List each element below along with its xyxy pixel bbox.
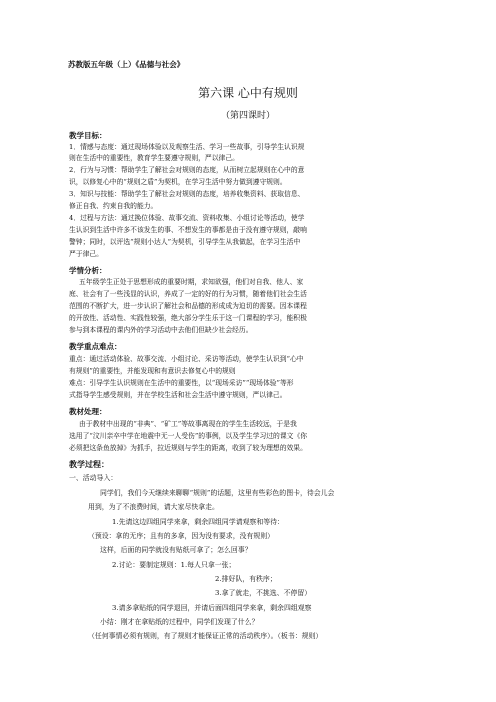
process-line: 2.排好队，有秩序；	[215, 575, 277, 583]
goals-line: 修正自我、约束自我的能力。	[69, 202, 158, 210]
goals-line: 生认识到生活中许多不该发生的事、不想发生的事都是由于没有遵守规则，敲响	[69, 226, 307, 234]
goals-line: 严于律己。	[69, 250, 103, 258]
process-line: 3.拿了就走，不挑选、不停留）	[215, 589, 312, 597]
goals-line: 2．行为与习惯：帮助学生了解社会对规则的态度，从而树立起规则在心中的意	[69, 166, 305, 174]
process-line: 同学们，我们今天继续来聊聊“规则”的话题，这里有些彩色的图卡，待会儿会	[100, 489, 335, 497]
analysis-line: 五年级学生正处于思想形成的重要时期，求知欲强，他们对自我、他人、家	[79, 278, 304, 286]
keypoints-line: 有规则”的重要性，并能发现和有意识去修复心中的规则	[69, 367, 236, 375]
material-line: 选用了“汶川亲卒中学在地震中无一人受伤”的事例，以及学生学习过的课文《你	[69, 432, 308, 440]
material-line: 由于教材中出现的“非典”、“矿工”等故事离现在的学生生活较远，于是我	[79, 420, 297, 428]
process-line: 1.先请这边四组同学来拿，剩余四组同学请观察和等待：	[112, 518, 284, 526]
analysis-line: 的开放性、活动性、实践性较强，绝大部分学生乐于这一门课程的学习，能积极	[69, 314, 307, 322]
process-part-title: 一、活动导入：	[69, 474, 118, 482]
goals-line: 3．知识与技能：帮助学生了解社会对规则的态度，培养收集资料、获取信息、	[69, 190, 305, 198]
goals-heading: 教学目标：	[69, 131, 107, 140]
goals-line: 则在生活中的重要性，教育学生要遵守规则，严以律己。	[69, 154, 239, 162]
goals-line: 识，以修复心中的“规则之盾”为契机，在学习生活中努力做到遵守规则。	[69, 178, 287, 186]
analysis-heading: 学情分析：	[69, 266, 107, 275]
keypoints-line: 重点：通过活动体验、故事交流、小组讨论、采访等活动，使学生认识到“心中	[69, 355, 304, 363]
material-line: 必须把这条鱼放掉》为抓手，拉近规则与学生的距离，收到了较为理想的效果。	[69, 444, 307, 452]
lesson-title: 第六课 心中有规则	[198, 86, 298, 100]
analysis-line: 参与到本课程的课内外的学习活动中去他们但缺少社会经历。	[69, 326, 253, 334]
process-line: 2.讨论：要制定规则：1.每人只拿一张；	[112, 561, 236, 569]
process-heading: 教学过程：	[69, 460, 109, 469]
analysis-line: 范围的不断扩大，进一步认识了解社会和品德的形成成为迫切的需要。因本课程	[69, 302, 307, 310]
process-line: 3.请多拿贴纸的同学退回，并请后面四组同学来拿，剩余四组观察	[112, 604, 312, 612]
analysis-line: 庭、社会有了一些浅显的认识，养成了一定的好的行为习惯，随着他们社会生活	[69, 290, 307, 298]
process-line: 小结：刚才在拿贴纸的过程中，同学们发现了什么？	[100, 618, 259, 626]
series-title: 苏教版五年级（上）《品德与社会》	[68, 60, 185, 69]
keypoints-heading: 教学重点难点：	[69, 342, 122, 351]
process-line: 用到，为了不浪费时间，请大家尽快拿走。	[88, 503, 219, 511]
lesson-subtitle: （第四课时）	[220, 111, 275, 121]
keypoints-line: 难点：引导学生认识规则在生活中的重要性，以“现场采访”“现场体验”等形	[69, 379, 294, 387]
process-line: （任何事情必须有规则，有了规则才能保证正常的活动秩序）。（板书：规则）	[88, 632, 323, 640]
process-line: （预设：拿的无序；且有的多拿，因为没有要求，没有规则）	[88, 532, 275, 540]
keypoints-line: 式指导学生感受规则，并在学校生活和社会生活中遵守规则，严以律己。	[69, 391, 287, 399]
material-heading: 教材处理：	[69, 407, 107, 416]
process-line: 这样，后面的同学就没有贴纸可拿了；怎么回事？	[100, 546, 252, 554]
goals-line: 4．过程与方法：通过换位体验、故事交流、资料收集、小组讨论等活动，使学	[69, 214, 305, 222]
goals-line: 1．情感与态度：通过现场体验以及观察生活、学习一些故事，引导学生认识规	[69, 143, 305, 151]
goals-line: 警钟；同时，以评选“规则小达人”为契机，引导学生从我做起，在学习生活中	[69, 238, 301, 246]
